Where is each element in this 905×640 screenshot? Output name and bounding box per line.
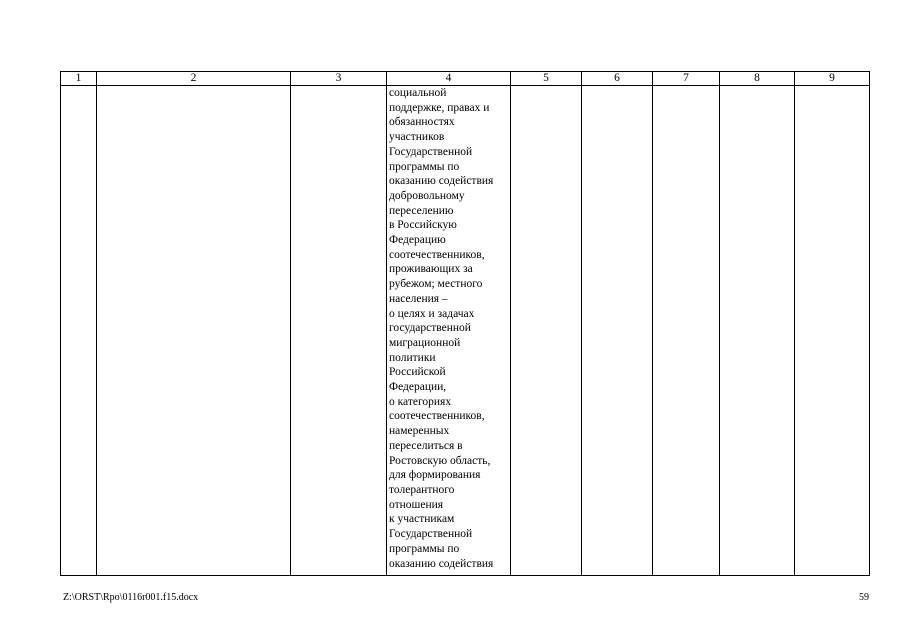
table-cell-col-5	[511, 86, 582, 576]
text-line: государственной	[389, 322, 471, 335]
table-cell-col-2	[97, 86, 291, 576]
column-header-6: 6	[582, 72, 653, 86]
text-line: Ростовскую область,	[389, 454, 491, 467]
column-header-5: 5	[511, 72, 582, 86]
text-line: добровольному	[389, 189, 465, 202]
table-cell-col-4	[387, 86, 511, 576]
text-line: к участникам	[389, 513, 455, 526]
text-line: отношения	[389, 498, 444, 511]
column-header-8: 8	[720, 72, 795, 86]
text-line: соотечественников,	[389, 410, 485, 423]
table-cell-col-6	[582, 86, 653, 576]
column-header-4: 4	[387, 72, 511, 86]
text-line: соотечественников,	[389, 248, 485, 261]
column-header-2: 2	[97, 72, 291, 86]
text-line: переселиться в	[389, 439, 463, 452]
column-4-text	[389, 86, 508, 571]
text-line: программы по	[389, 542, 460, 555]
column-header-9: 9	[795, 72, 870, 86]
table-cell-col-1	[61, 86, 97, 576]
text-line: переселению	[389, 204, 454, 217]
text-line: социальной	[389, 87, 447, 99]
column-header-1: 1	[61, 72, 97, 86]
text-line: оказанию содействия	[389, 175, 494, 188]
text-line: программы по	[389, 160, 460, 173]
table-cell-col-3	[291, 86, 387, 576]
text-line: Федерации,	[389, 381, 447, 394]
text-line: Федерацию	[389, 234, 446, 247]
text-line: обязанностях	[389, 116, 455, 129]
column-header-7: 7	[653, 72, 720, 86]
text-line: в Российскую	[389, 219, 457, 232]
table-cell-col-9	[795, 86, 870, 576]
data-table	[60, 71, 870, 576]
text-line: Государственной	[389, 528, 473, 541]
text-line: рубежом; местного	[389, 278, 483, 291]
footer-file-path: Z:\ORST\Rpo\0116r001.f15.docx	[63, 592, 199, 603]
text-line: населения –	[389, 292, 448, 305]
table-cell-col-7	[653, 86, 720, 576]
table-row	[61, 86, 870, 576]
text-line: Государственной	[389, 145, 473, 158]
text-line: оказанию содействия	[389, 557, 494, 570]
column-header-3: 3	[291, 72, 387, 86]
text-line: проживающих за	[389, 263, 473, 276]
table-cell-col-8	[720, 86, 795, 576]
footer-page-number: 59	[859, 592, 869, 603]
text-line: о целях и задачах	[389, 307, 475, 320]
text-line: участников	[389, 131, 445, 144]
text-line: для формирования	[389, 469, 481, 482]
text-line: о категориях	[389, 395, 452, 408]
text-line: миграционной	[389, 336, 461, 349]
table-header-row	[61, 72, 870, 86]
text-line: Российской	[389, 366, 446, 379]
text-line: намеренных	[389, 425, 450, 438]
text-line: политики	[389, 351, 436, 364]
text-line: поддержке, правах и	[389, 101, 490, 114]
text-line: толерантного	[389, 483, 455, 496]
